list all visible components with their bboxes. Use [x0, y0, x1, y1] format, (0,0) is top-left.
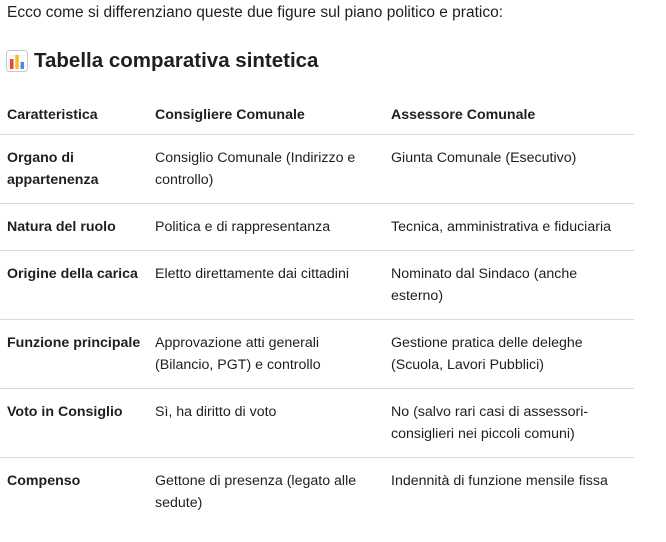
section-heading: [6, 47, 318, 75]
row-label: Natura del ruolo: [0, 203, 148, 250]
row-label: Compenso: [7, 472, 81, 489]
comparison-table: [0, 96, 634, 526]
column-header: Consigliere Comunale: [148, 96, 384, 134]
table-row: [0, 250, 634, 319]
table-cell: Approvazione atti generali (Bilancio, PGT) e controllo: [148, 319, 384, 388]
section-heading-text: Tabella comparativa sintetica: [34, 49, 319, 72]
table-cell: Consiglio Comunale (Indirizzo e controllo): [148, 134, 384, 203]
row-label: Organo di appartenenza: [0, 134, 148, 203]
table-cell: Politica e di rappresentanza: [148, 203, 384, 250]
table-row: [0, 134, 634, 203]
table-row: [0, 203, 634, 250]
table-cell: Eletto direttamente dai cittadini: [148, 250, 384, 319]
table-row: [0, 319, 634, 388]
row-label: Voto in Consiglio: [0, 388, 148, 457]
table-cell: Indennità di funzione mensile fissa: [391, 472, 608, 489]
row-label: Origine della carica: [0, 250, 148, 319]
table-header-row: [0, 96, 634, 134]
column-header: Caratteristica: [0, 96, 148, 134]
table-cell: Gettone di presenza (legato alle sedute): [155, 472, 357, 511]
table-cell: No (salvo rari casi di assessori-consiglieri nei piccoli comuni): [384, 388, 634, 457]
table-cell: Giunta Comunale (Esecutivo): [384, 134, 634, 203]
table-cell: Tecnica, amministrativa e fiduciaria: [384, 203, 634, 250]
table-cell: Nominato dal Sindaco (anche esterno): [384, 250, 634, 319]
intro-text: Ecco come si differenziano queste due figure sul piano politico e pratico:: [7, 4, 504, 21]
table-cell: Gestione pratica delle deleghe (Scuola, Lavori Pubblici): [384, 319, 634, 388]
row-label: Funzione principale: [0, 319, 148, 388]
column-header: Assessore Comunale: [384, 96, 634, 134]
bar-chart-icon: [6, 50, 28, 72]
table-row: [0, 457, 634, 526]
table-cell: Sì, ha diritto di voto: [148, 388, 384, 457]
table-row: [0, 388, 634, 457]
